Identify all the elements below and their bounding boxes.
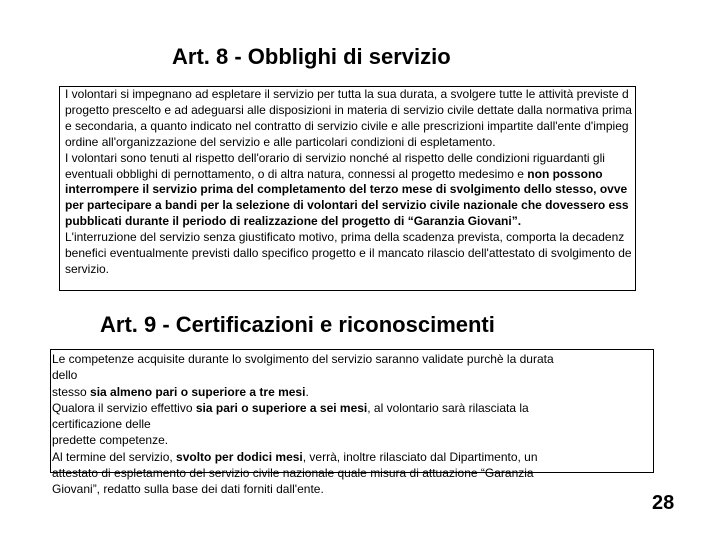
bold-text-segment: svolto per dodici mesi bbox=[176, 449, 303, 464]
text-segment: I volontari sono tenuti al rispetto dell'orario di servizio nonché al rispetto delle condizioni riguardanti gli bbox=[65, 150, 605, 165]
text-line bbox=[52, 400, 652, 416]
text-segment: dello bbox=[52, 368, 78, 383]
article-9-title: Art. 9 - Certificazioni e riconoscimenti bbox=[100, 312, 495, 337]
page-number: 28 bbox=[652, 492, 675, 514]
text-segment: Le competenze acquisite durante lo svolgimento del servizio saranno validate purchè la durata bbox=[52, 352, 554, 366]
text-line bbox=[65, 119, 720, 135]
text-line bbox=[65, 182, 720, 198]
text-segment: , al volontario sarà rilasciata la bbox=[367, 400, 529, 415]
bold-text-segment: pubblicati durante il periodo di realizzazione del progetto di “Garanzia Giovani”. bbox=[65, 214, 522, 229]
text-line bbox=[65, 246, 720, 262]
text-line bbox=[65, 103, 720, 119]
bold-text-segment: interrompere il servizio prima del completamento del terzo mese di svolgimento dello stesso, ovve bbox=[65, 182, 628, 197]
text-line bbox=[65, 135, 720, 151]
text-line bbox=[52, 449, 652, 465]
text-segment: benefici eventualmente previsti dallo specifico progetto e il mancato rilascio dell'attestato di svolgimento de bbox=[65, 246, 632, 261]
article-9-body bbox=[52, 351, 652, 498]
text-segment: I volontari si impegnano ad espletare il servizio per tutta la sua durata, a svolgere tutte le attività previste d bbox=[65, 87, 629, 101]
text-line bbox=[52, 465, 652, 481]
bold-text-segment: non possono bbox=[527, 166, 603, 181]
text-segment: Qualora il servizio effettivo bbox=[52, 400, 196, 415]
text-segment: servizio. bbox=[65, 261, 110, 276]
text-line bbox=[52, 351, 652, 367]
text-segment: stesso bbox=[52, 384, 91, 399]
article-8-body-clip bbox=[59, 86, 720, 296]
article-8-body bbox=[65, 87, 720, 278]
text-line bbox=[65, 230, 720, 246]
text-segment: . bbox=[305, 384, 309, 399]
text-segment: L'interruzione del servizio senza giustificato motivo, prima della scadenza prevista, comporta la decadenz bbox=[65, 230, 625, 245]
text-segment: , verrà, inoltre rilasciato dal Dipartimento, un bbox=[302, 449, 538, 464]
text-line bbox=[65, 214, 720, 230]
text-segment: ordine all'organizzazione del servizio e alle particolari condizioni di espletamento. bbox=[65, 134, 496, 149]
text-segment: Giovani”, redatto sulla base dei dati forniti dall'ente. bbox=[52, 482, 324, 497]
bold-text-segment: sia almeno pari o superiore a tre mesi bbox=[90, 384, 306, 399]
text-segment: predette competenze. bbox=[52, 433, 169, 448]
text-line bbox=[52, 481, 652, 497]
text-line bbox=[65, 167, 720, 183]
text-segment: certificazione delle bbox=[52, 417, 151, 432]
text-segment: attestato di espletamento del servizio civile nazionale quale misura di attuazione “Garanzia bbox=[52, 466, 534, 481]
bold-text-segment: sia pari o superiore a sei mesi bbox=[195, 400, 368, 415]
text-segment: progetto prescelto e ad adeguarsi alle disposizioni in materia di servizio civile dettate dalla normativa prima bbox=[65, 102, 632, 117]
text-segment: e secondaria, a quanto indicato nel contratto di servizio civile e alle prescrizioni impartite dall'ente d'impieg bbox=[65, 118, 629, 133]
text-line bbox=[52, 384, 652, 400]
article-8-title: Art. 8 - Obblighi di servizio bbox=[172, 44, 451, 69]
text-line bbox=[65, 198, 720, 214]
text-line bbox=[65, 262, 720, 278]
bold-text-segment: per partecipare a bandi per la selezione di volontari del servizio civile nazionale che dovessero ess bbox=[65, 198, 629, 213]
text-line bbox=[65, 87, 720, 103]
text-line bbox=[52, 416, 652, 432]
text-segment: Al termine del servizio, bbox=[52, 449, 177, 464]
text-segment: eventuali obblighi di pernottamento, o di altra natura, connessi al progetto medesimo e bbox=[65, 166, 528, 181]
text-line bbox=[65, 151, 720, 167]
text-line bbox=[52, 367, 652, 383]
text-line bbox=[52, 432, 652, 448]
